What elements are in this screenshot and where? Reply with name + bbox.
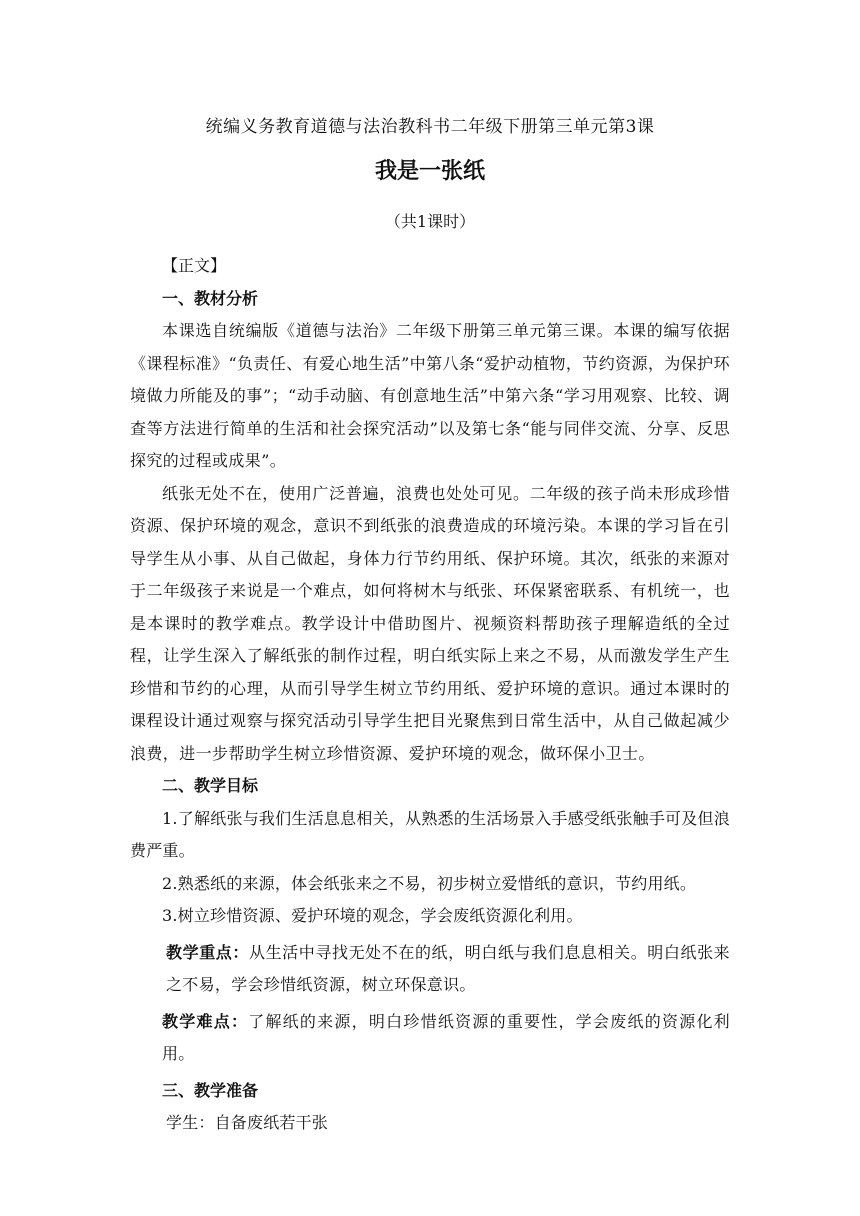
series-line: 统编义务教育道德与法治教科书二年级下册第三单元第3课 (205, 117, 655, 137)
section-heading-objectives: 二、教学目标 (162, 776, 259, 795)
student-preparation: 学生：自备废纸若干张 (166, 1113, 329, 1132)
difficult-point-text: 了解纸的来源，明白珍惜纸资源的重要性，学会废纸的资源化利用。 (162, 1011, 730, 1063)
objective-item-1: 1.了解纸张与我们生活息息相关，从熟悉的生活场景入手感受纸张触手可及但浪费严重。 (130, 808, 730, 860)
lesson-hours: （共1课时） (384, 212, 476, 231)
difficult-point-label: 教学难点： (162, 1011, 249, 1031)
section-heading-analysis: 一、教材分析 (162, 288, 259, 308)
page-title: 我是一张纸 (374, 158, 485, 184)
document-body (130, 250, 730, 1140)
objective-item-3: 3.树立珍惜资源、爱护环境的观念，学会废纸资源化利用。 (162, 906, 583, 925)
key-point (130, 937, 730, 1002)
objective-item-2: 2.熟悉纸的来源，体会纸张来之不易，初步树立爱惜纸的意识，节约用纸。 (162, 873, 697, 893)
section-heading-preparation: 三、教学准备 (162, 1080, 259, 1100)
key-point-text: 从生活中寻找无处不在的纸，明白纸与我们息息相关。明白纸张来之不易，学会珍惜纸资源，树立环保意识。 (166, 942, 730, 994)
analysis-paragraph-2: 纸张无处不在，使用广泛普遍，浪费也处处可见。二年级的孩子尚未形成珍惜资源、保护环境的观念，意识不到纸张的浪费造成的环境污染。本课的学习旨在引导学生从小事、从自己做起，身体力行节约用纸、保护环境。其次，纸张的来源对于二年级孩子来说是一个难点，如何将树木与纸张、环保紧密联系、有机统一，也是本课时的教学难点。教学设计中借助图片、视频资料帮助孩子理解造纸的全过程，让学生深入了解纸张的制作过程，明白纸实际上来之不易，从而激发学生产生珍惜和节约的心理，从而引导学生树立节约用纸、爱护环境的意识。通过本课时的课程设计通过观察与探究活动引导学生把目光聚焦到日常生活中，从自己做起减少浪费，进一步帮助学生树立珍惜资源、爱护环境的观念，做环保小卫士。 (130, 483, 730, 763)
key-point-label: 教学重点： (166, 942, 249, 962)
body-tag: 【正文】 (162, 256, 227, 275)
analysis-paragraph-1: 本课选自统编版《道德与法治》二年级下册第三单元第三课。本课的编写依据《课程标准》“负责任、有爱心地生活”中第八条“爱护动植物，节约资源，为保护环境做力所能及的事”；“动手动脑、有创意地生活”中第六条“学习用观察、比较、调查等方法进行简单的生活和社会探究活动”以及第七条“能与同伴交流、分享、反思探究的过程或成果”。 (130, 321, 730, 470)
difficult-point (130, 1006, 730, 1071)
